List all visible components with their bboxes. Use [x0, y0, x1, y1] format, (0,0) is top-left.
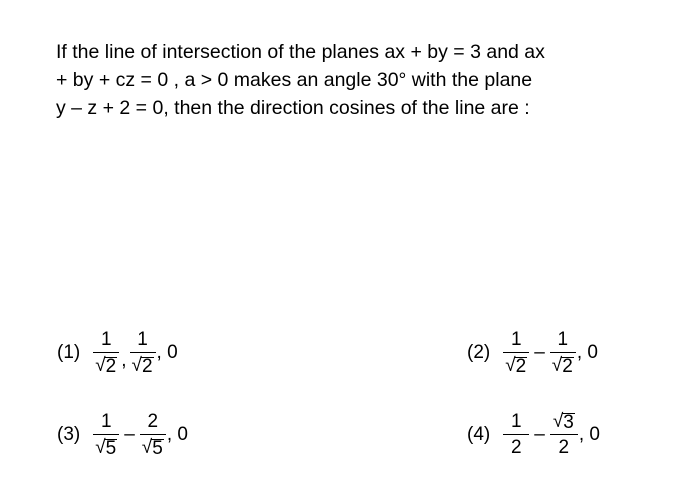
- option-1[interactable]: [57, 330, 178, 376]
- radicand: 5: [105, 438, 117, 459]
- question-line: If the line of intersection of the planes ax + by = 3 and ax: [56, 41, 545, 63]
- denominator: 2: [510, 437, 522, 458]
- numerator: 1: [93, 412, 119, 435]
- radicand: 5: [152, 438, 163, 459]
- fraction: [503, 412, 529, 458]
- denominator: [505, 353, 527, 376]
- separator: –: [534, 424, 545, 445]
- denominator: [132, 353, 154, 376]
- fraction: [503, 330, 529, 376]
- radicand: 3: [563, 412, 574, 433]
- option-label: (3): [57, 424, 81, 445]
- sqrt-sign: √: [95, 437, 106, 458]
- numerator: 1: [550, 330, 576, 353]
- sqrt-sign: √: [552, 411, 564, 432]
- option-label: (4): [467, 424, 491, 445]
- denominator: [95, 353, 117, 376]
- option-label: (1): [57, 342, 81, 363]
- sqrt-sign: √: [95, 355, 106, 376]
- numerator: 1: [503, 330, 529, 353]
- fraction: [93, 412, 119, 458]
- option-label: (2): [467, 342, 491, 363]
- separator: –: [534, 342, 545, 363]
- radicand: 2: [562, 356, 573, 377]
- fraction: [93, 330, 119, 376]
- numerator: 1: [130, 330, 156, 353]
- denominator: [552, 353, 574, 376]
- fraction: [550, 330, 576, 376]
- numerator: 2: [140, 412, 166, 435]
- sqrt-sign: √: [551, 355, 563, 376]
- question-text: [56, 38, 616, 122]
- option-4[interactable]: [467, 412, 600, 458]
- separator: –: [124, 424, 135, 445]
- sqrt-sign: √: [131, 355, 142, 376]
- numerator: [550, 412, 578, 435]
- fraction: [140, 412, 166, 458]
- denominator: 2: [558, 437, 570, 458]
- sqrt-sign: √: [505, 355, 516, 376]
- option-tail: , 0: [578, 424, 600, 445]
- radicand: 2: [105, 356, 117, 377]
- numerator: 1: [503, 412, 529, 435]
- question-line: y – z + 2 = 0, then the direction cosines of the line are :: [56, 97, 530, 119]
- option-tail: , 0: [576, 342, 598, 363]
- radicand: 2: [515, 356, 527, 377]
- option-tail: , 0: [156, 342, 178, 363]
- sqrt-sign: √: [141, 437, 153, 458]
- denominator: [95, 435, 117, 458]
- question-line: + by + cz = 0 , a > 0 makes an angle 30° with the plane: [56, 69, 533, 91]
- fraction: [550, 412, 578, 458]
- option-tail: , 0: [166, 424, 188, 445]
- option-3[interactable]: [57, 412, 188, 458]
- radicand: 2: [141, 356, 153, 377]
- denominator: [142, 435, 164, 458]
- numerator: 1: [93, 330, 119, 353]
- option-2[interactable]: [467, 330, 598, 376]
- fraction: [130, 330, 156, 376]
- separator: ,: [121, 350, 127, 371]
